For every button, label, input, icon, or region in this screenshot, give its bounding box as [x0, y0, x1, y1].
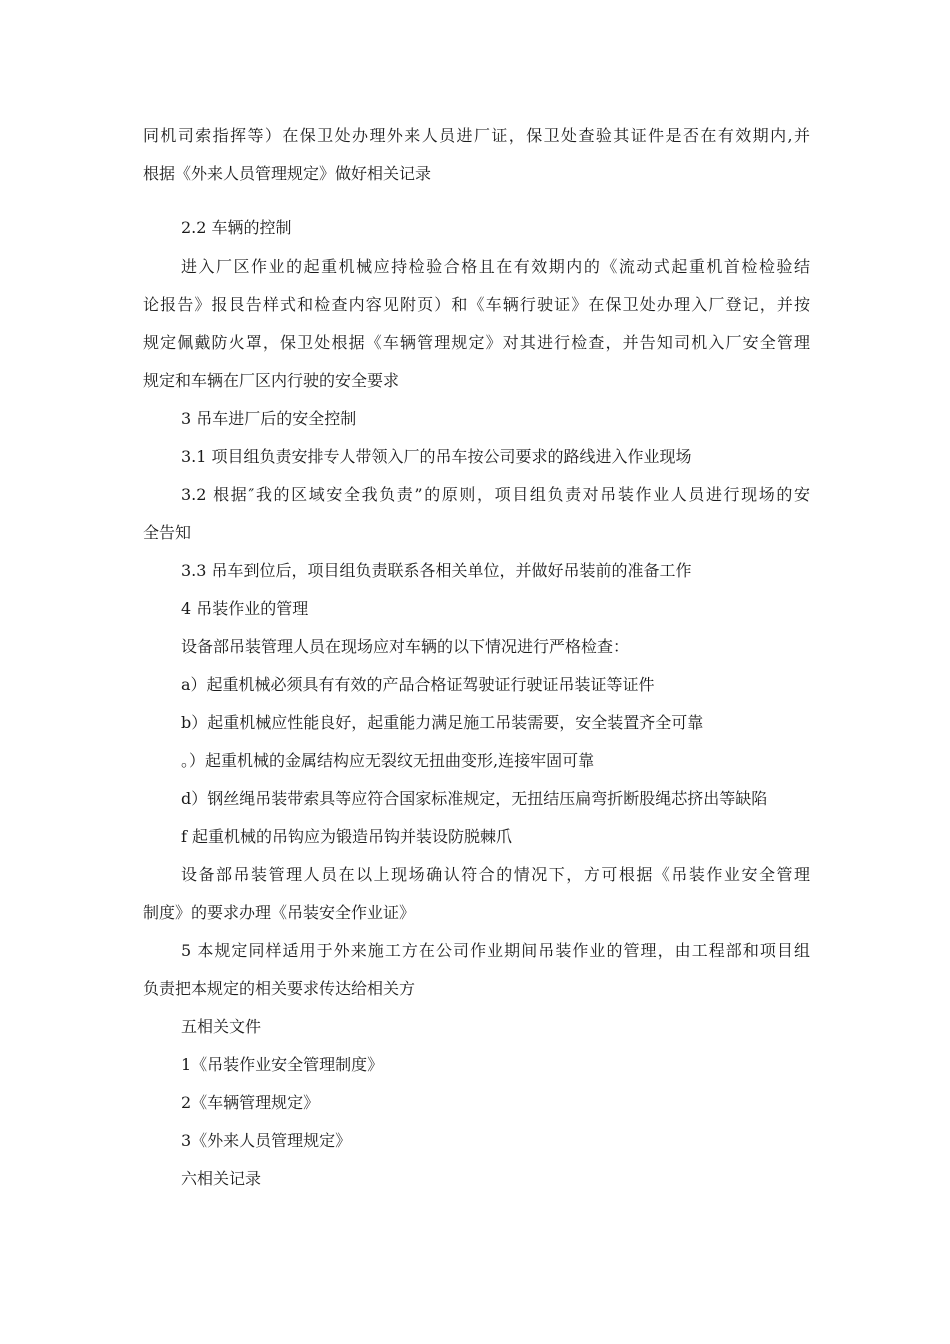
paragraph-line: 全告知	[143, 523, 192, 542]
paragraph-line: 设备部吊装管理人员在现场应对车辆的以下情况进行严格检查：	[181, 637, 630, 656]
paragraph-line: 根据《外来人员管理规定》做好相关记录	[143, 164, 432, 183]
section-heading: 2.2 车辆的控制	[181, 218, 292, 237]
paragraph-line: 进入厂区作业的起重机械应持检验合格且在有效期内的《流动式起重机首检检验结	[181, 257, 810, 276]
section-heading: 4 吊装作业的管理	[181, 599, 309, 618]
paragraph-line: 负责把本规定的相关要求传达给相关方	[143, 979, 416, 998]
list-item: f 起重机械的吊钩应为锻造吊钩并装设防脱棘爪	[181, 827, 513, 846]
paragraph-line: 同机司索指挥等）在保卫处办理外来人员进厂证，保卫处查验其证件是否在有效期内,并	[143, 126, 810, 145]
list-item: 3《外来人员管理规定》	[181, 1131, 352, 1150]
paragraph-line: 3.1 项目组负责安排专人带领入厂的吊车按公司要求的路线进入作业现场	[181, 447, 692, 466]
paragraph-line: 5 本规定同样适用于外来施工方在公司作业期间吊装作业的管理，由工程部和项目组	[181, 941, 810, 960]
list-item: 2《车辆管理规定》	[181, 1093, 320, 1112]
list-item: d）钢丝绳吊装带索具等应符合国家标准规定，无扭结压扁弯折断股绳芯挤出等缺陷	[181, 789, 768, 808]
section-heading: 3 吊车进厂后的安全控制	[181, 409, 357, 428]
paragraph-line: 3.3 吊车到位后，项目组负责联系各相关单位，并做好吊装前的准备工作	[181, 561, 692, 580]
list-item: 1《吊装作业安全管理制度》	[181, 1055, 384, 1074]
section-heading: 五相关文件	[181, 1017, 262, 1036]
paragraph-line: 规定和车辆在厂区内行驶的安全要求	[143, 371, 400, 390]
paragraph-line: 论报告》报艮告样式和检查内容见附页）和《车辆行驶证》在保卫处办理入厂登记，并按	[143, 295, 810, 314]
paragraph-line: 规定佩戴防火罩，保卫处根据《车辆管理规定》对其进行检查，并告知司机入厂安全管理	[143, 333, 810, 352]
list-item: b）起重机械应性能良好，起重能力满足施工吊装需要，安全装置齐全可靠	[181, 713, 704, 732]
paragraph-line: 制度》的要求办理《吊装安全作业证》	[143, 903, 416, 922]
list-item: 。）起重机械的金属结构应无裂纹无扭曲变形,连接牢固可靠	[181, 751, 595, 770]
list-item: a）起重机械必须具有有效的产品合格证驾驶证行驶证吊装证等证件	[181, 675, 655, 694]
paragraph-line: 3.2 根据″我的区域安全我负责”的原则，项目组负责对吊装作业人员进行现场的安	[181, 485, 810, 504]
section-heading: 六相关记录	[181, 1169, 262, 1188]
paragraph-line: 设备部吊装管理人员在以上现场确认符合的情况下，方可根据《吊装作业安全管理	[181, 865, 810, 884]
